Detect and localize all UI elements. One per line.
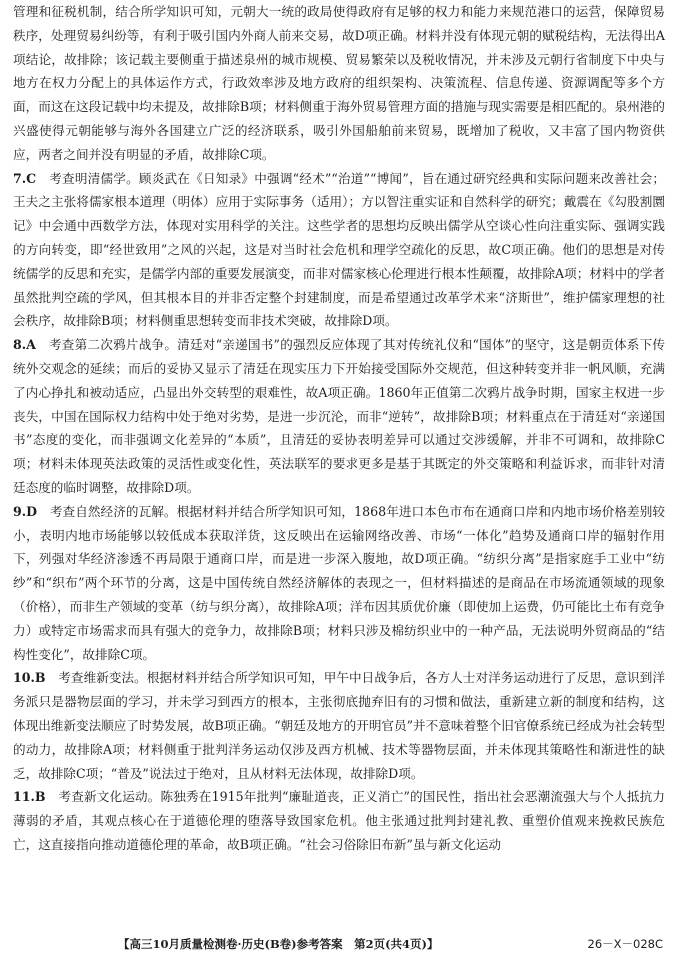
explanation-text: 考查维新变法。根据材料并结合所学知识可知，甲午中日战争后，各方人士对洋务运动进行了反思，意识到洋务派只是器物层面的学习，并未学习到西方的根本，主张彻底抛弃旧有的习惯和做法，重新建立新的制度和结构，这体现出维新变法顺应了时势发展，故B项正确。“朝廷及地方的开明官员”并不意味着整个旧官僚系统已经成为社会转型的动力，故排除A项；材料侧重于批判洋务运动仅涉及西方机械、技术等器物层面，并未体现其策略性和渐进性的缺乏，故排除C项；“普及”说法过于绝对，且从材料无法体现，故排除D项。	[13, 670, 666, 781]
footer-code: 26－X－028C	[587, 937, 663, 951]
intro-paragraph: 管理和征税机制，结合所学知识可知，元朝大一统的政局使得政府有足够的权力和能力来规范港口的运营，保障贸易秩序，处理贸易纠纷等，有利于吸引国内外商人前来交易，故D项正确。材料并没有体现元朝的赋税结构，无法得出A项结论，故排除；该记载主要侧重于描述泉州的城市规模、贸易繁荣以及税收情况，并未涉及元朝行省制度下中央与地方在权力分配上的具体运作方式，行政效率涉及地方政府的组织架构、决策流程、信息传递、资源调配等多个方面，而这在这段记载中均未提及，故排除B项；材料侧重于海外贸易管理方面的措施与现实需要是相匹配的。泉州港的兴盛使得元朝能够与海外各国建立广泛的经济联系，吸引外国船舶前来贸易，既增加了税收，又丰富了国内物资供应，两者之间并没有明显的矛盾，故排除C项。	[13, 4, 665, 162]
answer-item-9	[13, 500, 665, 667]
answer-letter: A	[26, 337, 36, 353]
explanation-text: 考查新文化运动。陈独秀在1915年批判“廉耻道丧，正义消亡”的国民性，指出社会恶潮流强大与个人抵抗力薄弱的矛盾，其观点核心在于道德伦理的堕落导致国家危机。他主张通过批判封建礼教、重塑价值观来挽救民族危亡，这直接指向推动道德伦理的革命，故B项正确。“社会习俗除旧布新”虽与新文化运动	[13, 789, 665, 852]
item-number: 8.	[13, 337, 27, 353]
answer-item-7	[13, 167, 665, 334]
item-number: 9.	[13, 503, 27, 519]
explanation-text: 考查自然经济的瓦解。根据材料并结合所学知识可知，1868年进口本色市布在通商口岸和内地市场价格差别较小，表明内地市场能够以较低成本获取洋货，这反映出在运输网络改善、市场“一体化”趋势及通商口岸的辐射作用下，列强对华经济渗透不再局限于通商口岸，而是进一步深入腹地，故D项正确。“纺织分离”是指家庭手工业中“纺纱”和“织布”两个环节的分离，这是中国传统自然经济解体的表现之一，但材料描述的是商品在市场流通领域的现象（价格），而非生产领域的变革（纺与织分离），故排除A项；洋布因其质优价廉（即使加上运费，仍可能比土布有竞争力）或特定市场需求而具有强大的竞争力，故排除B项；材料只涉及棉纺织业中的一种产品，无法说明外贸商品的“结构性变化”，故排除C项。	[13, 503, 665, 662]
answer-letter: B	[34, 789, 46, 805]
page-footer	[0, 933, 677, 955]
item-number: 10.	[13, 670, 35, 686]
answer-letter: D	[26, 503, 38, 519]
item-number: 11.	[13, 789, 35, 805]
answer-item-8	[13, 333, 665, 500]
explanation-text: 考查明清儒学。顾炎武在《日知录》中强调“经术”“治道”“博闻”，旨在通过研究经典和实际问题来改善社会；王夫之主张将儒家根本道理（明体）应用于实际事务（适用）；方以智注重实证和自然科学的研究；戴震在《勾股割圜记》中会通中西数学方法，体现对实用科学的关注。这些学者的思想均反映出儒学从空谈心性向注重实际、强调实践的方向转变，即“经世致用”之风的兴起，这是对当时社会危机和理学空疏化的反思，故C项正确。他们的思想是对传统儒学的反思和充实，是儒学内部的重要发展演变，而非对儒家核心伦理进行根本性颠覆，故排除A项；材料中的学者虽然批判空疏的学风，但其根本目的并非否定整个封建制度，而是希望通过改革学术来“济斯世”，维护儒家理想的社会秩序，故排除B项；材料侧重思想转变而非技术突破，故排除D项。	[13, 170, 665, 329]
answer-letter: B	[34, 670, 46, 686]
answer-content	[13, 0, 665, 857]
explanation-text: 考查第二次鸦片战争。清廷对“亲递国书”的强烈反应体现了其对传统礼仪和“国体”的坚守，这是朝贡体系下传统外交观念的延续；而后的妥协又显示了清廷在现实压力下开始接受国际外交规范，但这种转变并非一帆风顺，充满了内心挣扎和被动适应，凸显出外交转型的艰难性，故A项正确。1860年正值第二次鸦片战争时期，国家主权进一步丧失，中国在国际权力结构中处于绝对劣势，是进一步沉沦，而非“逆转”，故排除B项；材料重点在于清廷对“亲递国书”态度的变化，而非强调文化差异的“本质”，且清廷的妥协表明差异可以通过交涉缓解，并非不可调和，故排除C项；材料未体现英法政策的灵活性或变化性，英法联军的要求更多是基于其既定的外交策略和利益诉求，而非针对清廷态度的临时调整，故排除D项。	[13, 337, 665, 495]
answer-letter: C	[26, 170, 37, 186]
footer-title: 【高三10月质量检测卷·历史(B卷)参考答案 第2页(共4页)】	[118, 937, 439, 951]
answer-item-10	[13, 666, 665, 785]
answer-item-11	[13, 785, 665, 856]
item-number: 7.	[13, 170, 27, 186]
